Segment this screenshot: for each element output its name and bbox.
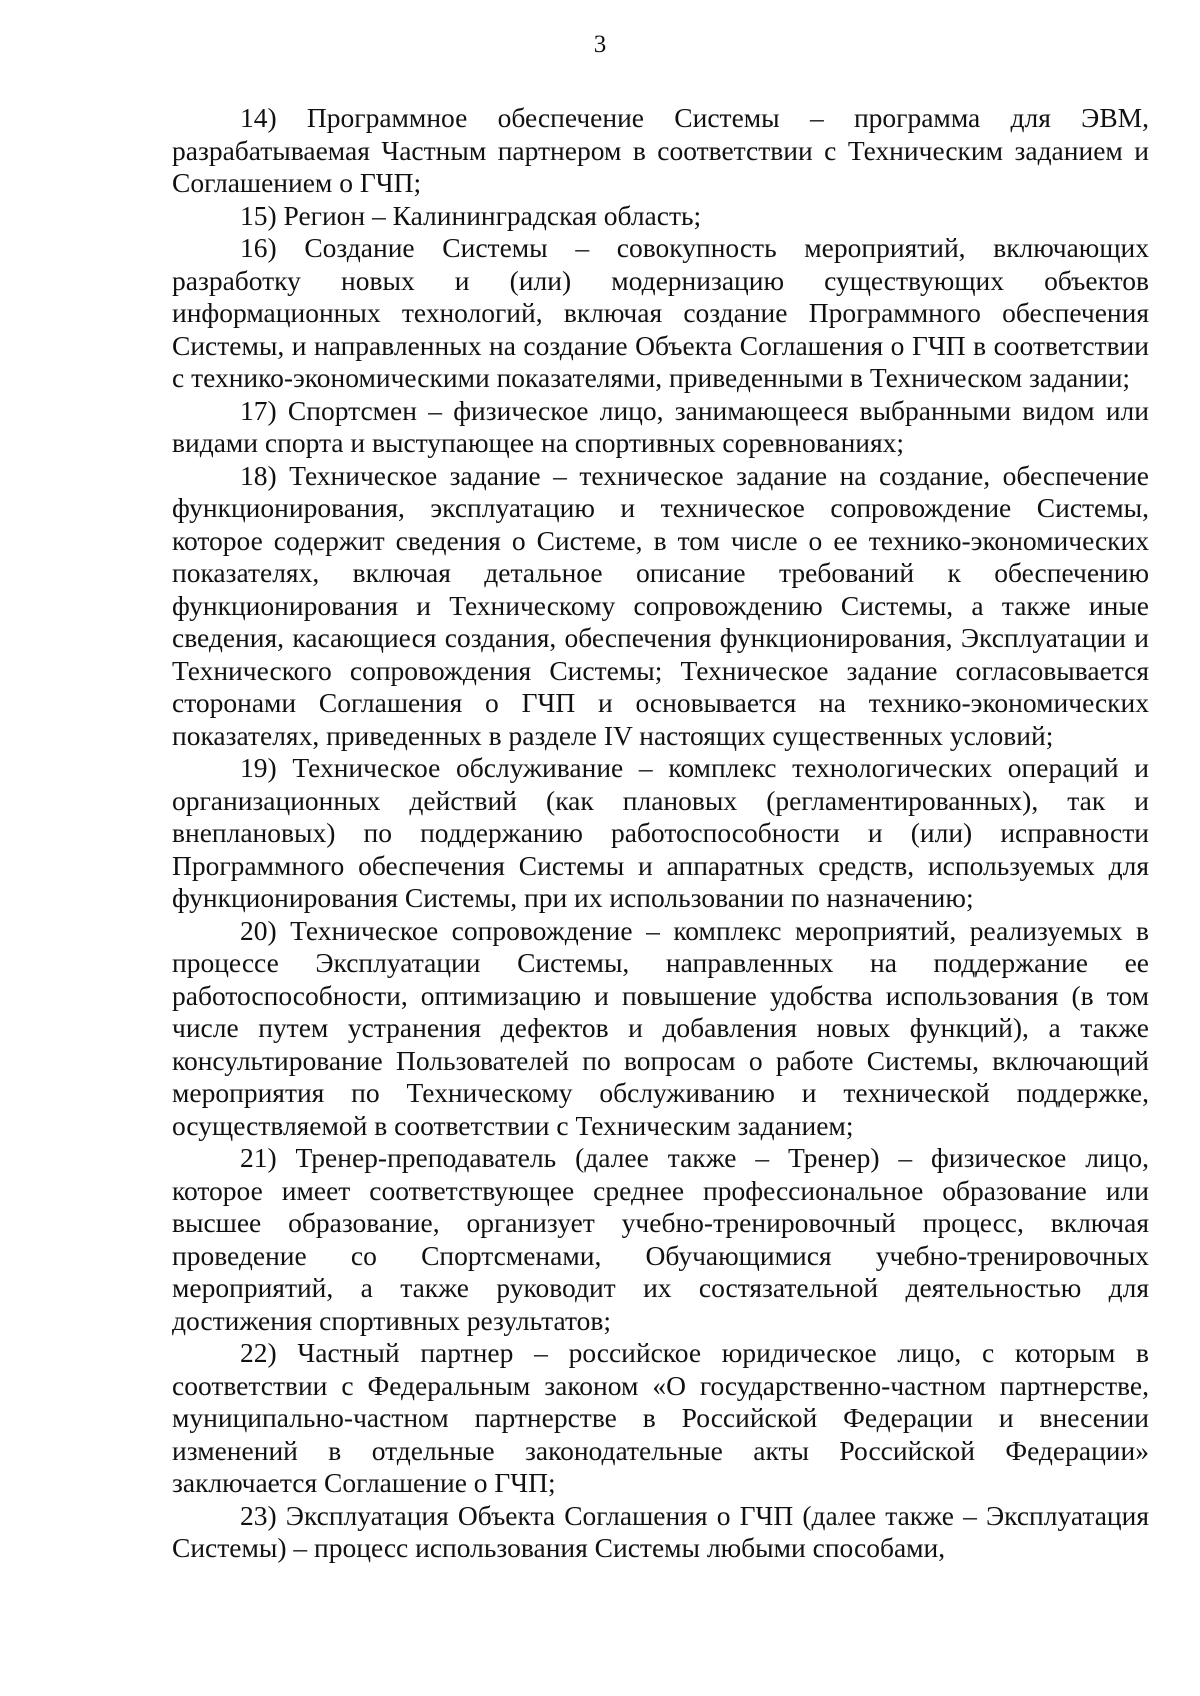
definition-item-15: 15) Регион – Калининградская область; — [240, 199, 702, 231]
definition-item-19: 19) Техническое обслуживание – комплекс технологических операций и организационных действий (как плановых (регламентированных), так и внеплановых) по поддержанию работоспособности и (или) исправности Программного обеспечения Системы и аппаратных средств, используемых для функционирования Системы, при их использовании по назначению; — [172, 752, 1149, 913]
page-number: 3 — [593, 31, 607, 58]
definition-item-14: 14) Программное обеспечение Системы – программа для ЭВМ, разрабатываемая Частным партнером в соответствии с Техническим заданием и Соглашением о ГЧП; — [172, 102, 1149, 198]
definition-item-17: 17) Спортсмен – физическое лицо, занимающееся выбранными видом или видами спорта и выступающее на спортивных соревнованиях; — [172, 394, 1149, 458]
definition-item-18: 18) Техническое задание – техническое задание на создание, обеспечение функционирования, эксплуатацию и техническое сопровождение Системы, которое содержит сведения о Системе, в том числе о ее технико-экономических показателях, включая детальное описание требований к обеспечению функционирования и Техническому сопровождению Системы, а также иные сведения, касающиеся создания, обеспечения функционирования, Эксплуатации и Технического сопровождения Системы; Техническое задание согласовывается сторонами Соглашения о ГЧП и основывается на технико-экономических показателях, приведенных в разделе IV настоящих существенных условий; — [172, 459, 1149, 751]
definition-item-21: 21) Тренер-преподаватель (далее также – Тренер) – физическое лицо, которое имеет соответствующее среднее профессиональное образование или высшее образование, организует учебно-тренировочный процесс, включая проведение со Спортсменами, Обучающимися учебно-тренировочных мероприятий, а также руководит их состязательной деятельностью для достижения спортивных результатов; — [172, 1142, 1149, 1336]
definition-item-23: 23) Эксплуатация Объекта Соглашения о ГЧП (далее также – Эксплуатация Системы) – процесс использования Системы любыми способами, — [172, 1499, 1149, 1563]
definition-item-20: 20) Техническое сопровождение – комплекс мероприятий, реализуемых в процессе Эксплуатации Системы, направленных на поддержание ее работоспособности, оптимизацию и повышение удобства использования (в том числе путем устранения дефектов и добавления новых функций), а также консультирование Пользователей по вопросам о работе Системы, включающий мероприятия по Техническому обслуживанию и технической поддержке, осуществляемой в соответствии с Техническим заданием; — [172, 914, 1149, 1141]
definition-item-22: 22) Частный партнер – российское юридическое лицо, с которым в соответствии с Федеральным законом «О государственно-частном партнерстве, муниципально-частном партнерстве в Российской Федерации и внесении изменений в отдельные законодательные акты Российской Федерации» заключается Соглашение о ГЧП; — [172, 1337, 1149, 1498]
document-body — [172, 102, 1149, 1565]
definition-item-16: 16) Создание Системы – совокупность мероприятий, включающих разработку новых и (или) модернизацию существующих объектов информационных технологий, включая создание Программного обеспечения Системы, и направленных на создание Объекта Соглашения о ГЧП в соответствии с технико-экономическими показателями, приведенными в Техническом задании; — [172, 232, 1149, 393]
